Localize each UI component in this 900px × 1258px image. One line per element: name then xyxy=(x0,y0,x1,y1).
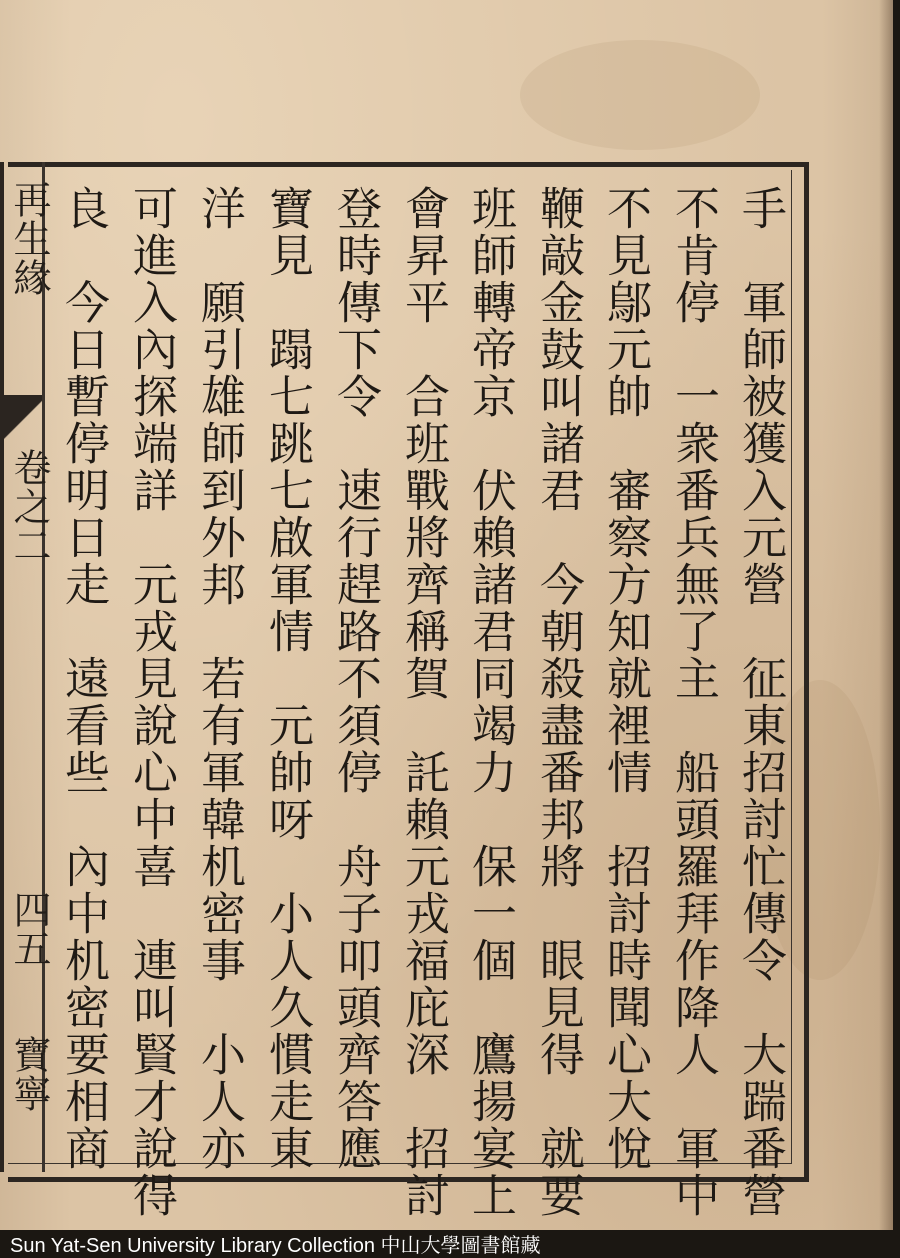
spine-hall-name: 寶寧 xyxy=(7,1035,51,1113)
text-column-10: 可進入內探端詳 元戎見說心中喜 連叫賢才說得 xyxy=(125,185,178,1219)
text-column-3: 不見鄔元帥 審察方知就裡情 招討時聞心大悅 xyxy=(599,185,652,1172)
text-column-1: 手 軍師被獲入元營 征東招討忙傳令 大踹番營 xyxy=(734,185,787,1219)
spine-folio: 四五 xyxy=(7,890,51,968)
fish-tail-mark xyxy=(4,395,42,443)
library-credit: Sun Yat-Sen University Library Collection 中山大學圖書館藏 xyxy=(10,1235,541,1257)
text-column-9: 洋 願引雄師到外邦 若有軍韓机密事 小人亦 xyxy=(193,185,246,1172)
page-edge-shadow xyxy=(879,0,893,1230)
spine-rule-left xyxy=(0,162,4,1172)
text-column-7: 登時傳下令 速行趕路不須停 舟子叩頭齊答應 xyxy=(329,185,382,1172)
text-column-2: 不肯停 一衆番兵無了主 船頭羅拜作降人 軍中 xyxy=(667,185,720,1219)
spine-rule-right xyxy=(42,162,45,1172)
text-column-11: 良 今日暫停明日走 遠看些 內中机密要相商 xyxy=(57,185,110,1172)
paper-stain xyxy=(520,40,760,150)
text-column-5: 班師轉帝京 伏賴諸君同竭力 保一個 鷹揚宴上 xyxy=(464,185,517,1219)
spine-volume: 卷之二 xyxy=(7,448,51,565)
text-column-4: 鞭敲金鼓叫諸君 今朝殺盡番邦將 眼見得 就要 xyxy=(532,185,585,1219)
spine-title: 再生緣 xyxy=(7,180,51,297)
text-column-8: 寶見 蹋七跳七啟軍情 元帥呀 小人久慣走東 xyxy=(261,185,314,1172)
text-column-6: 會昇平 合班戰將齊稱賀 託賴元戎福庇深 招討 xyxy=(397,185,450,1219)
